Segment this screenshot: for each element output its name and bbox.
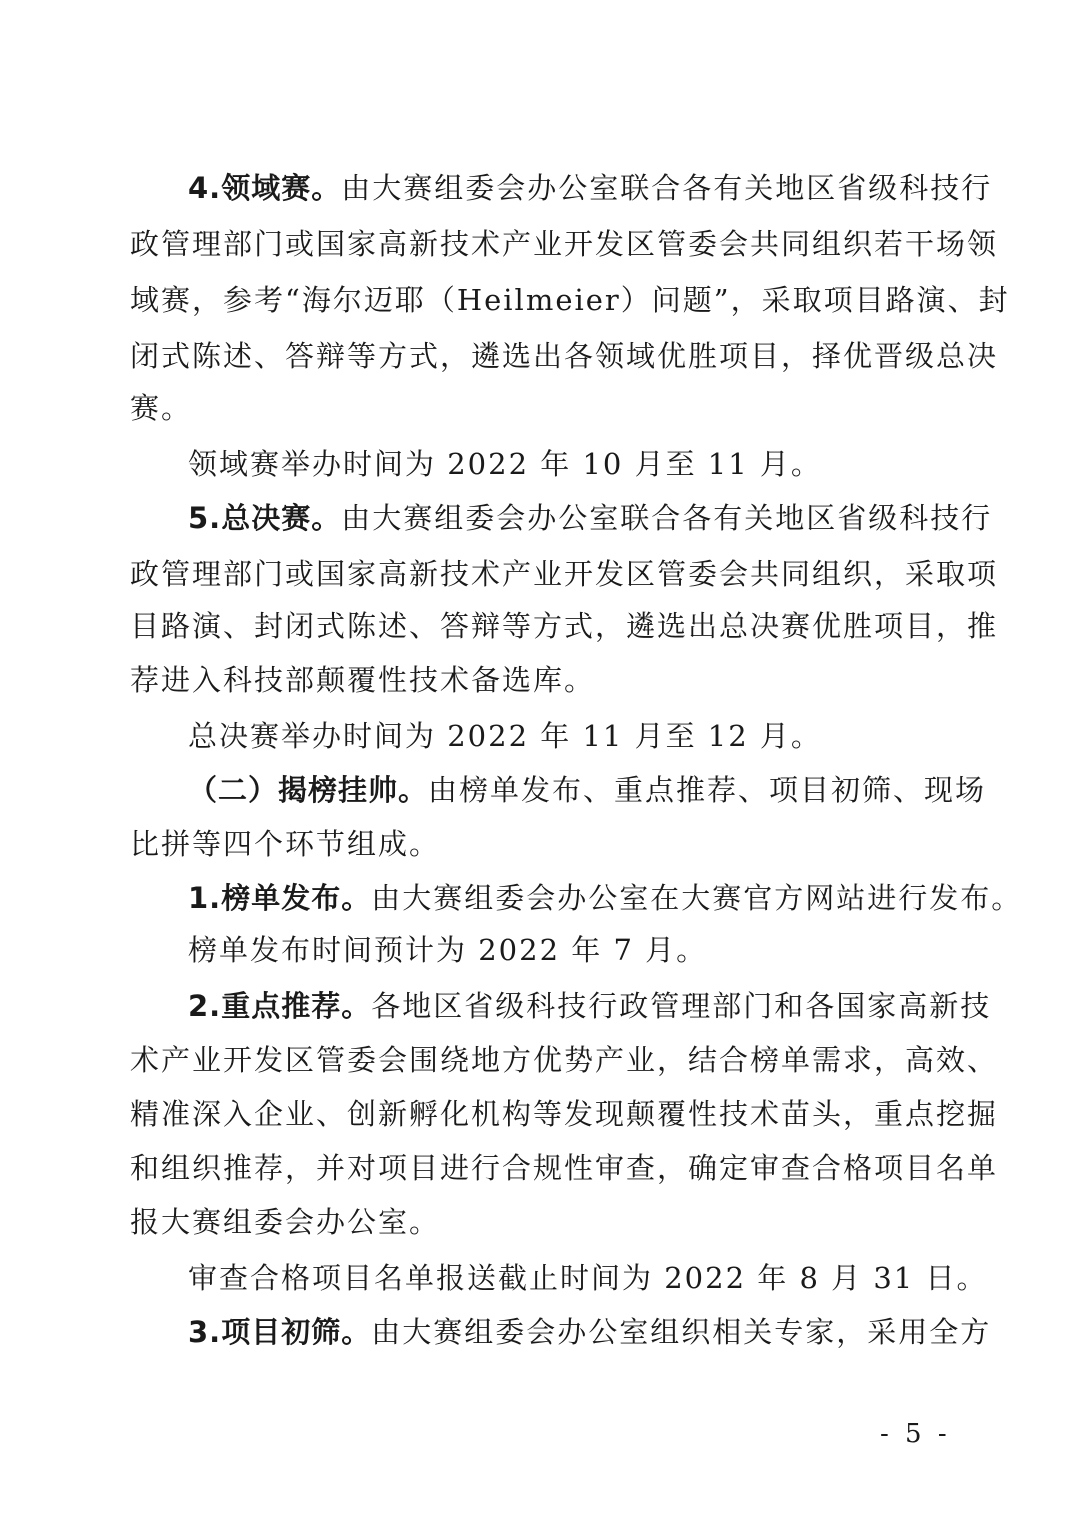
paragraph-line: 赛。 [130, 391, 193, 425]
paragraph-line [188, 170, 993, 206]
paragraph-line: 榜单发布时间预计为 2022 年 7 月。 [188, 933, 708, 967]
section-heading: 2.重点推荐。 [188, 989, 372, 1023]
body-text: 由大赛组委会办公室联合各有关地区省级科技行 [341, 501, 993, 535]
paragraph-line: 精准深入企业、创新孵化机构等发现颠覆性技术苗头，重点挖掘 [130, 1097, 999, 1131]
section-heading: 5.总决赛。 [188, 501, 342, 535]
body-text: 由大赛组委会办公室组织相关专家，采用全方 [371, 1315, 992, 1349]
paragraph-line [188, 772, 987, 808]
paragraph-line: 和组织推荐，并对项目进行合规性审查，确定审查合格项目名单 [130, 1151, 999, 1185]
paragraph-line: 目路演、封闭式陈述、答辩等方式，遴选出总决赛优胜项目，推 [130, 609, 999, 643]
paragraph-line: 总决赛举办时间为 2022 年 11 月至 12 月。 [188, 719, 822, 753]
paragraph-line [188, 1314, 992, 1350]
paragraph-line: 荐进入科技部颠覆性技术备选库。 [130, 663, 596, 697]
paragraph-line: 领域赛举办时间为 2022 年 10 月至 11 月。 [188, 447, 822, 481]
paragraph-line: 政管理部门或国家高新技术产业开发区管委会共同组织若干场领 [130, 227, 999, 261]
paragraph-line: 政管理部门或国家高新技术产业开发区管委会共同组织，采取项 [130, 557, 999, 591]
paragraph-line: 比拼等四个环节组成。 [130, 827, 441, 861]
body-text: 各地区省级科技行政管理部门和各国家高新技 [371, 989, 992, 1023]
body-text: 由大赛组委会办公室联合各有关地区省级科技行 [341, 171, 993, 205]
section-heading: 1.榜单发布。 [188, 881, 372, 915]
paragraph-line [188, 988, 992, 1024]
paragraph-line [188, 500, 993, 536]
body-text: 由榜单发布、重点推荐、项目初筛、现场 [428, 773, 987, 807]
paragraph-line [188, 880, 1023, 916]
section-heading: （二）揭榜挂帅。 [188, 773, 429, 807]
paragraph-line: 闭式陈述、答辩等方式，遴选出各领域优胜项目，择优晋级总决 [130, 339, 999, 373]
body-text: 由大赛组委会办公室在大赛官方网站进行发布。 [371, 881, 1023, 915]
paragraph-line: 域赛，参考“海尔迈耶（Heilmeier）问题”，采取项目路演、封 [130, 283, 1010, 317]
section-heading: 4.领域赛。 [188, 171, 342, 205]
paragraph-line: 术产业开发区管委会围绕地方优势产业，结合榜单需求，高效、 [130, 1043, 999, 1077]
paragraph-line: 审查合格项目名单报送截止时间为 2022 年 8 月 31 日。 [188, 1261, 988, 1295]
paragraph-line: 报大赛组委会办公室。 [130, 1205, 441, 1239]
section-heading: 3.项目初筛。 [188, 1315, 372, 1349]
page-number: - 5 - [880, 1419, 951, 1449]
